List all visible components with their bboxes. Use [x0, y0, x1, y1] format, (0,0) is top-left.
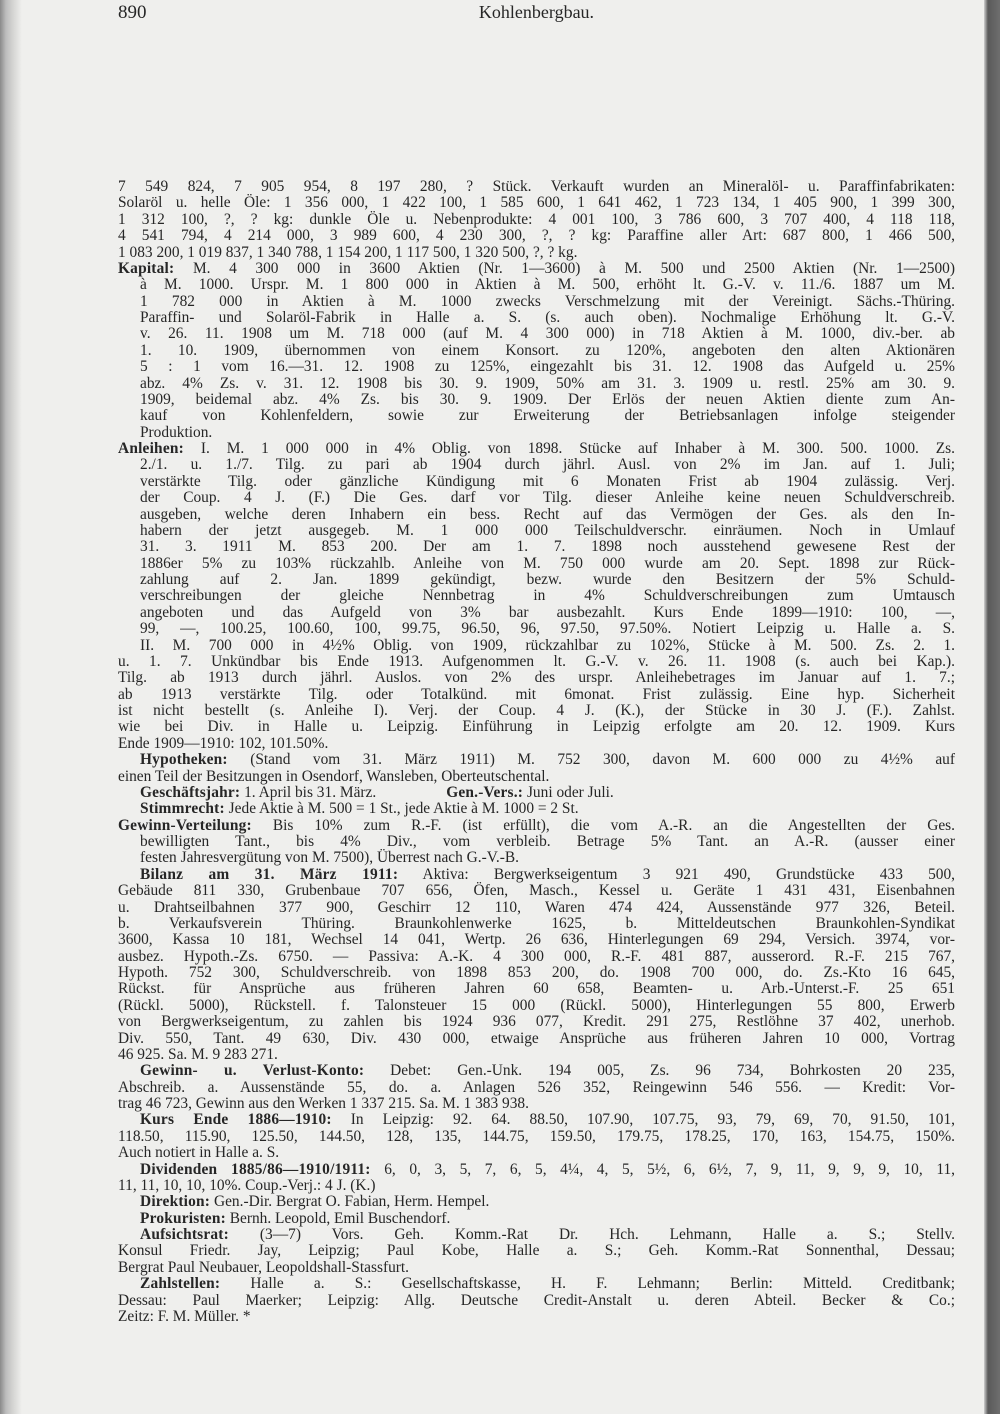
section-label: Stimmrecht:	[140, 800, 225, 818]
line-text: Bernh. Leopold, Emil Buschendorf.	[225, 1209, 451, 1227]
section-label: Kapital:	[118, 259, 175, 277]
line-text: Tilg. ab 1913 durch jährl. Auslos. von 2% des urspr. Anleihebetrages im Januar auf 1. 7.;	[118, 669, 955, 687]
text-line	[118, 638, 955, 654]
text-line	[118, 474, 955, 490]
line-text: Halle a. S.: Gesellschaftskasse, H. F. Lehmann; Berlin: Mitteld. Creditbank;	[220, 1275, 955, 1293]
line-text: 1886er 5% zu 103% rückzahlb. Anleihe von M. 750 000 wurde am 20. Sept. 1898 zur Rück-	[140, 554, 955, 572]
line-text: Ende 1909—1910: 102, 101.50%.	[118, 734, 329, 752]
section-label: Direktion:	[140, 1193, 211, 1211]
line-text: der Coup. 4 J. (F.) Die Ges. darf vor Tilg. dieser Anleihe keine neuen Schuldverschreib.	[140, 489, 955, 507]
line-text: M. 4 300 000 in 3600 Aktien (Nr. 1—3600) à M. 500 und 2500 Aktien (Nr. 1—2500)	[174, 259, 955, 277]
text-line	[118, 883, 955, 899]
text-line	[118, 1260, 955, 1276]
page-number: 890	[118, 2, 147, 23]
line-text: Debet: Gen.-Unk. 194 005, Zs. 96 734, Bohrkosten 20 235,	[364, 1062, 955, 1080]
line-text: kauf von Kohlenfeldern, sowie zur Erweiterung der Betriebsanlagen infolge steigender	[140, 407, 955, 425]
line-text: I. M. 1 000 000 in 4% Oblig. von 1898. Stücke auf Inhaber à M. 300. 500. 1000. Zs.	[183, 440, 955, 457]
line-text: ab 1913 verstärkte Tilg. oder Totalkünd. mit 6monat. Frist zulässig. Eine hyp. Sicherheit	[118, 685, 955, 703]
running-title: Kohlenbergbau.	[478, 2, 595, 22]
section-heading-line	[118, 1194, 955, 1210]
text-line	[118, 1129, 955, 1145]
line-text: 1 782 000 in Aktien à M. 1000 zwecks Verschmelzung mit der Vereinigt. Sächs.-Thüring.	[140, 292, 955, 310]
line-text: 6, 0, 3, 5, 7, 6, 5, 4¼, 4, 5, 5½, 6, 6½, 7, 9, 11, 9, 9, 9, 10, 11,	[370, 1160, 955, 1178]
line-text: v. 26. 11. 1908 um M. 718 000 (auf M. 4 300 000) in 718 Aktien à M. 1000, div.-ber. ab	[140, 325, 955, 343]
line-text: Rückst. für Ansprüche aus früheren Jahren 60 658, Beamten- u. Arb.-Unterst.-F. 25 651	[118, 980, 955, 998]
line-text: Gebäude 811 330, Grubenbaue 707 656, Öfen, Masch., Kessel u. Geräte 1 431 431, Eisenbahnen	[118, 882, 955, 900]
section-label: Zahlstellen:	[140, 1275, 221, 1293]
section-label: Dividenden 1885/86—1910/1911:	[140, 1160, 371, 1178]
line-text: Bergrat Paul Neubauer, Leopoldshall-Stassfurt.	[118, 1258, 410, 1276]
section-heading-line	[118, 818, 955, 834]
line-text: u. 1. 7. Unkündbar bis Ende 1913. Aufgenommen lt. G.-V. v. 26. 11. 1908 (s. auch bei Kap.).	[118, 652, 955, 670]
section-label: Bilanz am 31. März 1911:	[140, 865, 399, 883]
text-line	[118, 408, 955, 424]
line-text: u. Drahtseilbahnen 377 900, Geschirr 12 110, Waren 474 424, Aussenstände 977 326, Beteil.	[118, 898, 955, 916]
text-line	[118, 1243, 955, 1259]
line-text: 99, —, 100.25, 100.60, 100, 99.75, 96.50, 96, 97.50, 97.50%. Notiert Leipzig u. Halle a. S.	[140, 620, 955, 638]
text-line	[118, 1309, 955, 1325]
line-text: (Stand vom 31. März 1911) M. 752 300, davon M. 600 000 zu 4½% auf	[227, 751, 955, 769]
scan-right-edge	[984, 0, 1000, 1414]
text-line	[118, 687, 955, 703]
line-text: Gen.-Dir. Bergrat O. Fabian, Herm. Hempel.	[210, 1193, 490, 1211]
section-heading-line	[118, 1276, 955, 1292]
line-text: verschreibungen der gleiche Nennbetrag in 4% Schuldverschreibungen zum Umtausch	[140, 587, 955, 605]
section-label: Anleihen:	[118, 440, 184, 457]
text-line	[118, 932, 955, 948]
page-header	[118, 0, 955, 30]
line-text: Konsul Friedr. Jay, Leipzig; Paul Kobe, Halle a. S.; Geh. Komm.-Rat Sonnenthal, Dessau;	[118, 1242, 955, 1260]
text-line	[118, 523, 955, 539]
line-text: Paraffin- und Solaröl-Fabrik in Halle a. S. (s. auch oben). Nochmalige Erhöhung lt. G.-V.	[140, 309, 955, 326]
text-line	[118, 490, 955, 506]
text-line	[118, 359, 955, 375]
section-heading-line	[118, 752, 955, 768]
section-heading-line	[118, 441, 955, 457]
line-text: 1 083 200, 1 019 837, 1 340 788, 1 154 200, 1 117 500, 1 320 500, ?, ? kg.	[118, 243, 578, 261]
line-text: b. Verkaufsverein Thüring. Braunkohlenwerke 1625, b. Mitteldeutschen Braunkohlen-Syndikat	[118, 914, 955, 932]
line-text: 1. April bis 31. März.	[240, 783, 377, 801]
line-text: ausgeben, welche deren Inhabern ein bess. Recht auf das Vermögen der Ges. als den In-	[140, 505, 955, 523]
line-text: ist nicht bestellt (s. Anleihe I). Verj. der Coup. 4 J. (K.), der Stücke in 30 J. (F.). Zahlst.	[118, 702, 955, 719]
text-line	[118, 605, 955, 621]
line-text: Juni oder Juli.	[523, 783, 614, 801]
text-line	[118, 343, 955, 359]
text-line	[118, 1178, 955, 1194]
section-label: Aufsichtsrat:	[140, 1226, 229, 1243]
line-text: II. M. 700 000 in 4½% Oblig. von 1909, rückzahlbar zu 102%, Stücke à M. 500. Zs. 2. 1.	[140, 636, 955, 654]
text-line	[118, 900, 955, 916]
line-text: Aktiva: Bergwerkseigentum 3 921 490, Grundstücke 433 500,	[398, 865, 956, 883]
text-line	[118, 834, 955, 850]
text-line	[118, 376, 955, 392]
text-line	[118, 703, 955, 719]
line-text: abz. 4% Zs. v. 31. 12. 1908 bis 30. 9. 1909, 50% am 31. 3. 1909 u. restl. 25% am 30. 9.	[140, 374, 955, 392]
line-text: trag 46 723, Gewinn aus den Werken 1 337 215. Sa. M. 1 383 938.	[118, 1095, 529, 1112]
line-text: Div. 550, Tant. 49 630, Div. 430 000, etwaige Ansprüche aus früheren Jahren 10 000, Vortrag	[118, 1029, 955, 1047]
line-text: Solaröl u. helle Öle: 1 356 000, 1 422 100, 1 585 600, 1 641 462, 1 723 134, 1 405 900, 1 399 300,	[118, 194, 955, 212]
text-line	[118, 425, 955, 441]
line-text: 118.50, 115.90, 125.50, 144.50, 128, 135, 144.75, 159.50, 179.75, 178.25, 170, 163, 154.75, 150%.	[118, 1127, 955, 1145]
text-line	[118, 588, 955, 604]
text-line	[118, 457, 955, 473]
line-text: 1909, beidemal abz. 4% Zs. bis 30. 9. 1909. Der Erlös der neuen Aktien diente zum An-	[140, 390, 955, 408]
line-text: 5 : 1 vom 16.—31. 12. 1908 zu 125%, eingezahlt bis 31. 12. 1908 das Aufgeld u. 25%	[140, 358, 955, 376]
line-text: Zeitz: F. M. Müller. *	[118, 1307, 251, 1325]
line-text: Jede Aktie à M. 500 = 1 St., jede Aktie à M. 1000 = 2 St.	[224, 800, 579, 818]
line-text: Auch notiert in Halle a. S.	[118, 1144, 280, 1162]
text-line	[118, 539, 955, 555]
text-line	[118, 1047, 955, 1063]
line-text: ausbez. Hypoth.-Zs. 6750. — Passiva: A.-K. 4 300 000, R.-F. 481 887, ausserord. R.-F. 215 767,	[118, 947, 955, 965]
line-text: Dessau: Paul Maerker; Leipzig: Allg. Deutsche Credit-Anstalt u. deren Abteil. Becker & Co.;	[118, 1291, 955, 1309]
text-line	[118, 916, 955, 932]
text-line	[118, 850, 955, 866]
line-text: 4 541 794, 4 214 000, 3 989 600, 4 230 300, ?, ? kg: Paraffine aller Art: 687 800, 1 466 500,	[118, 227, 955, 245]
section-heading-line	[118, 261, 955, 277]
document-body	[118, 179, 955, 1325]
line-text: bewilligten Tant., bis 4% Div., vom verbleib. Betrage 5% Tant. an A.-R. (ausser einer	[140, 833, 955, 850]
section-heading-line	[118, 1162, 955, 1178]
line-text: Abschreib. a. Aussenstände 55, do. a. Anlagen 526 352, Reingewinn 546 556. — Kredit: Vor-	[118, 1078, 955, 1096]
section-heading-line	[118, 867, 955, 883]
text-line	[118, 670, 955, 686]
text-line	[118, 179, 955, 195]
text-line	[118, 654, 955, 670]
text-line	[118, 556, 955, 572]
section-label: Prokuristen:	[140, 1209, 226, 1227]
section-heading-line	[118, 801, 955, 817]
text-line	[118, 1031, 955, 1047]
line-text: 46 925. Sa. M. 9 283 271.	[118, 1045, 278, 1063]
line-text: 2./1. u. 1./7. Tilg. zu pari ab 1904 durch jährl. Ausl. von 2% im Jan. auf 1. Juli;	[140, 456, 955, 474]
line-text: (Rückl. 5000), Rückstell. f. Talonsteuer 15 000 (Rückl. 5000), Hinterlegungen 55 800, Erwerb	[118, 996, 955, 1014]
text-line	[118, 1096, 955, 1112]
text-line	[118, 195, 955, 211]
text-line	[118, 277, 955, 293]
line-text: zahlung auf 2. Jan. 1899 gekündigt, bezw. wurde den Besitzern der 5% Schuld-	[140, 571, 955, 588]
line-text: (3—7) Vors. Geh. Komm.-Rat Dr. Hch. Lehmann, Halle a. S.; Stellv.	[228, 1226, 955, 1243]
line-text: verstärkte Tilg. oder gänzliche Kündigung mit 6 Monaten Frist ab 1904 zulässig. Verj.	[140, 472, 955, 490]
text-line	[118, 1145, 955, 1161]
line-text: einen Teil der Besitzungen in Osendorf, Wansleben, Oberteutschental.	[118, 767, 550, 785]
line-text: In Leipzig: 92. 64. 88.50, 107.90, 107.75, 93, 79, 69, 70, 91.50, 101,	[331, 1111, 955, 1129]
line-text: habern der jetzt ausgegeb. M. 1 000 000 Teilschuldverschr. einräumen. Noch in Umlauf	[140, 521, 955, 539]
line-text: festen Jahresvergütung von M. 7500), Überrest nach G.-V.-B.	[140, 849, 519, 867]
scan-binding-edge	[0, 0, 22, 1414]
text-line	[118, 998, 955, 1014]
text-line	[118, 1293, 955, 1309]
line-text: Produktion.	[140, 423, 213, 441]
text-line	[118, 228, 955, 244]
line-text: 1. 10. 1909, übernommen von einem Konsort. zu 120%, angeboten den alten Aktionären	[140, 341, 955, 359]
section-label: Geschäftsjahr:	[140, 783, 241, 801]
text-line	[118, 1080, 955, 1096]
section-heading-line	[118, 1227, 955, 1243]
section-label: Gewinn- u. Verlust-Konto:	[140, 1062, 365, 1080]
text-line	[118, 507, 955, 523]
text-line	[118, 1014, 955, 1030]
line-text: 7 549 824, 7 905 954, 8 197 280, ? Stück. Verkauft wurden an Mineralöl- u. Paraffinfabrikaten:	[118, 178, 955, 195]
section-label: Gewinn-Verteilung:	[118, 816, 252, 834]
text-line	[118, 949, 955, 965]
line-text: Hypoth. 752 300, Schuldverschreib. von 1898 853 200, do. 1908 700 000, do. Zs.-Kto 16 645,	[118, 964, 955, 981]
line-text: à M. 1000. Urspr. M. 1 800 000 in Aktien à M. 500, erhöht lt. G.-V. v. 11./6. 1887 um M.	[140, 276, 955, 294]
section-heading-line	[118, 1211, 955, 1227]
section-label: Gen.-Vers.:	[446, 783, 524, 801]
line-text: 31. 3. 1911 M. 853 200. Der am 1. 7. 1898 noch ausstehend gewesene Rest der	[140, 538, 955, 556]
line-text: von Bergwerkseigentum, zu zahlen bis 1924 936 077, Kredit. 291 275, Restlöhne 37 402, unerhob.	[118, 1013, 955, 1031]
section-label: Hypotheken:	[140, 751, 228, 769]
section-label: Kurs Ende 1886—1910:	[140, 1111, 332, 1129]
text-line	[118, 392, 955, 408]
text-line	[118, 572, 955, 588]
line-text: 3600, Kassa 10 181, Wechsel 14 041, Wertp. 26 636, Hinterlegungen 69 294, Versich. 3974, vor-	[118, 931, 955, 949]
text-line	[118, 736, 955, 752]
text-line	[118, 245, 955, 261]
text-line	[118, 981, 955, 997]
line-text: wie bei Div. in Halle u. Leipzig. Einführung in Leipzig erfolgte am 20. 12. 1909. Kurs	[118, 718, 955, 736]
text-line	[118, 212, 955, 228]
section-heading-line	[118, 1063, 955, 1079]
text-line	[118, 719, 955, 735]
line-text: Bis 10% zum R.-F. (ist erfüllt), die vom A.-R. an die Angestellten der Ges.	[251, 816, 955, 834]
text-line	[118, 294, 955, 310]
section-heading-line	[118, 1112, 955, 1128]
text-line	[118, 769, 955, 785]
text-line	[118, 621, 955, 637]
text-line	[118, 965, 955, 981]
text-line	[118, 326, 955, 342]
line-text: 11, 11, 10, 10, 10%. Coup.-Verj.: 4 J. (K.)	[118, 1176, 376, 1194]
line-text: 1 312 100, ?, ? kg: dunkle Öle u. Nebenprodukte: 4 001 100, 3 786 600, 3 707 400, 4 118 118,	[118, 210, 955, 228]
text-line	[118, 310, 955, 326]
line-text: angeboten und das Aufgeld von 3% bar ausbezahlt. Kurs Ende 1899—1910: 100, —,	[140, 603, 955, 621]
section-heading-line	[118, 785, 955, 801]
